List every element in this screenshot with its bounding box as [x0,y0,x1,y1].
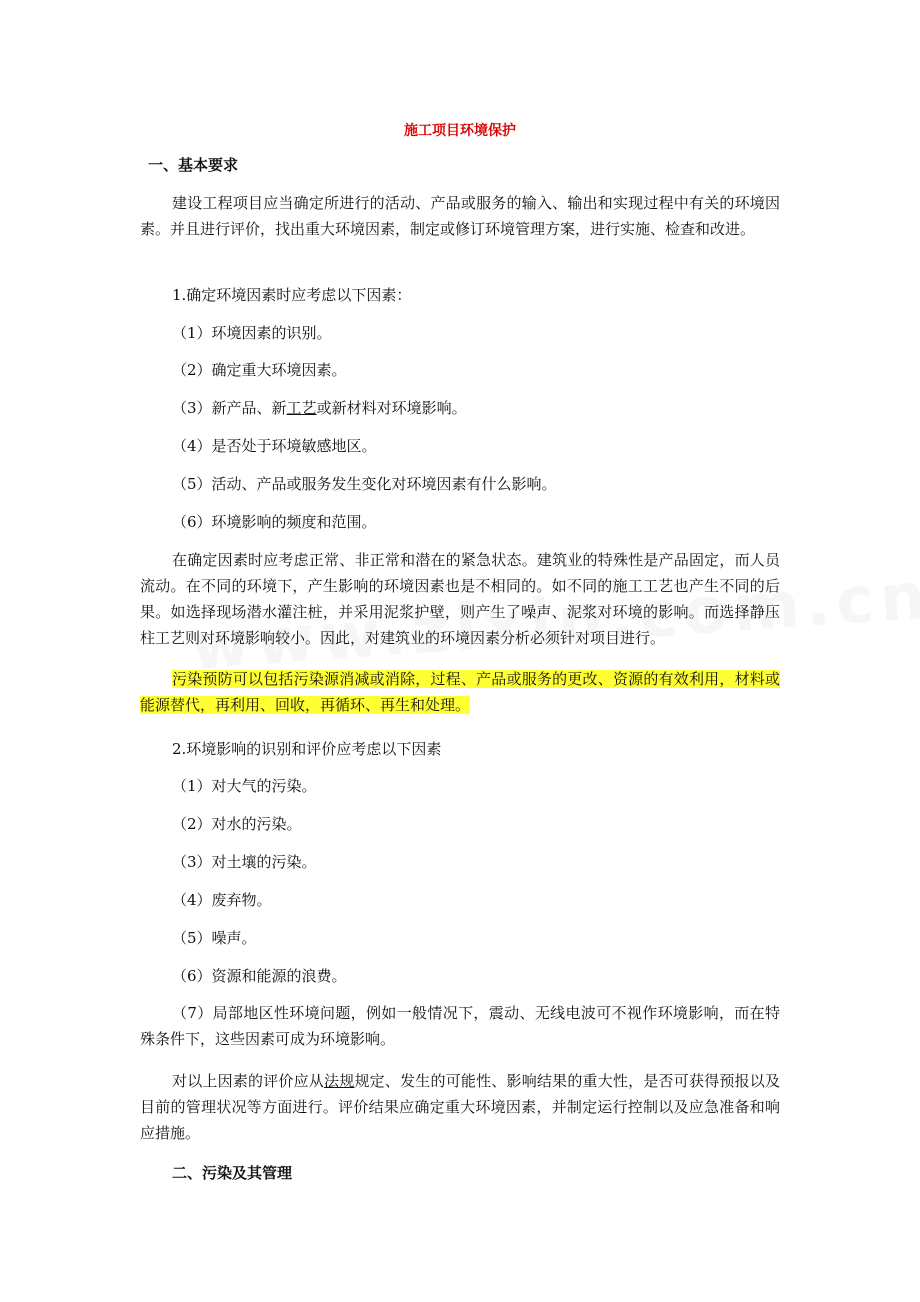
list1-item-2: （2）确定重大环境因素。 [172,361,347,379]
link-gongyi[interactable]: 工艺 [286,399,317,417]
list1-item-4: （4）是否处于环境敏感地区。 [172,437,377,455]
section-heading-2: 二、污染及其管理 [172,1164,293,1182]
intro-paragraph: 建设工程项目应当确定所进行的活动、产品或服务的输入、输出和实现过程中有关的环境因素。并且进行评价，找出重大环境因素，制定或修订环境管理方案，进行实施、检查和改进。 [140,194,780,238]
highlighted-text: 污染预防可以包括污染源消减或消除，过程、产品或服务的更改、资源的有效利用，材料或能源替代，再利用、回收，再循环、再生和处理。 [140,670,780,714]
list2-item-1: （1）对大气的污染。 [172,777,317,795]
list2-item-5: （5）噪声。 [172,929,257,947]
list1-item-5: （5）活动、产品或服务发生变化对环境因素有什么影响。 [172,475,557,493]
highlight-paragraph [140,666,780,718]
list2-item-4: （4）废弃物。 [172,891,272,909]
list2-item-7: （7）局部地区性环境问题，例如一般情况下，震动、无线电波可不视作环境影响，而在特殊条件下，这些因素可成为环境影响。 [140,1004,780,1048]
list1-item-1: （1）环境因素的识别。 [172,324,332,342]
section-heading-1: 一、基本要求 [148,156,239,174]
link-fagui[interactable]: 法规 [324,1072,355,1090]
list1-item-3-post: 或新材料对环境影响。 [316,399,467,417]
list1-item-3-pre: （3）新产品、新 [172,399,287,417]
list1-item-3 [172,395,792,421]
final-paragraph [140,1068,780,1146]
final-post: 规定、发生的可能性、影响结果的重大性，是否可获得预报以及目前的管理状况等方面进行。评价结果应确定重大环境因素，并制定运行控制以及应急准备和响应措施。 [140,1072,780,1142]
final-pre: 对以上因素的评价应从 [172,1072,325,1090]
list2-item-6: （6）资源和能源的浪费。 [172,967,347,985]
paragraph-2: 在确定因素时应考虑正常、非正常和潜在的紧急状态。建筑业的特殊性是产品固定，而人员流动。在不同的环境下，产生影响的环境因素也是不相同的。如不同的施工工艺也产生不同的后果。如选择现场潜水灌注桩，并采用泥浆护壁，则产生了噪声、泥浆对环境的影响。而选择静压柱工艺则对环境影响较小。因此，对建筑业的环境因素分析必须针对项目进行。 [140,551,780,647]
document-title: 施工项目环境保护 [404,123,516,139]
list1-title: 1.确定环境因素时应考虑以下因素： [172,286,412,304]
list1-item-6: （6）环境影响的频度和范围。 [172,513,377,531]
list2-item-3: （3）对土壤的污染。 [172,853,317,871]
list2-item-2: （2）对水的污染。 [172,815,302,833]
list2-title: 2.环境影响的识别和评价应考虑以下因素 [172,740,442,758]
